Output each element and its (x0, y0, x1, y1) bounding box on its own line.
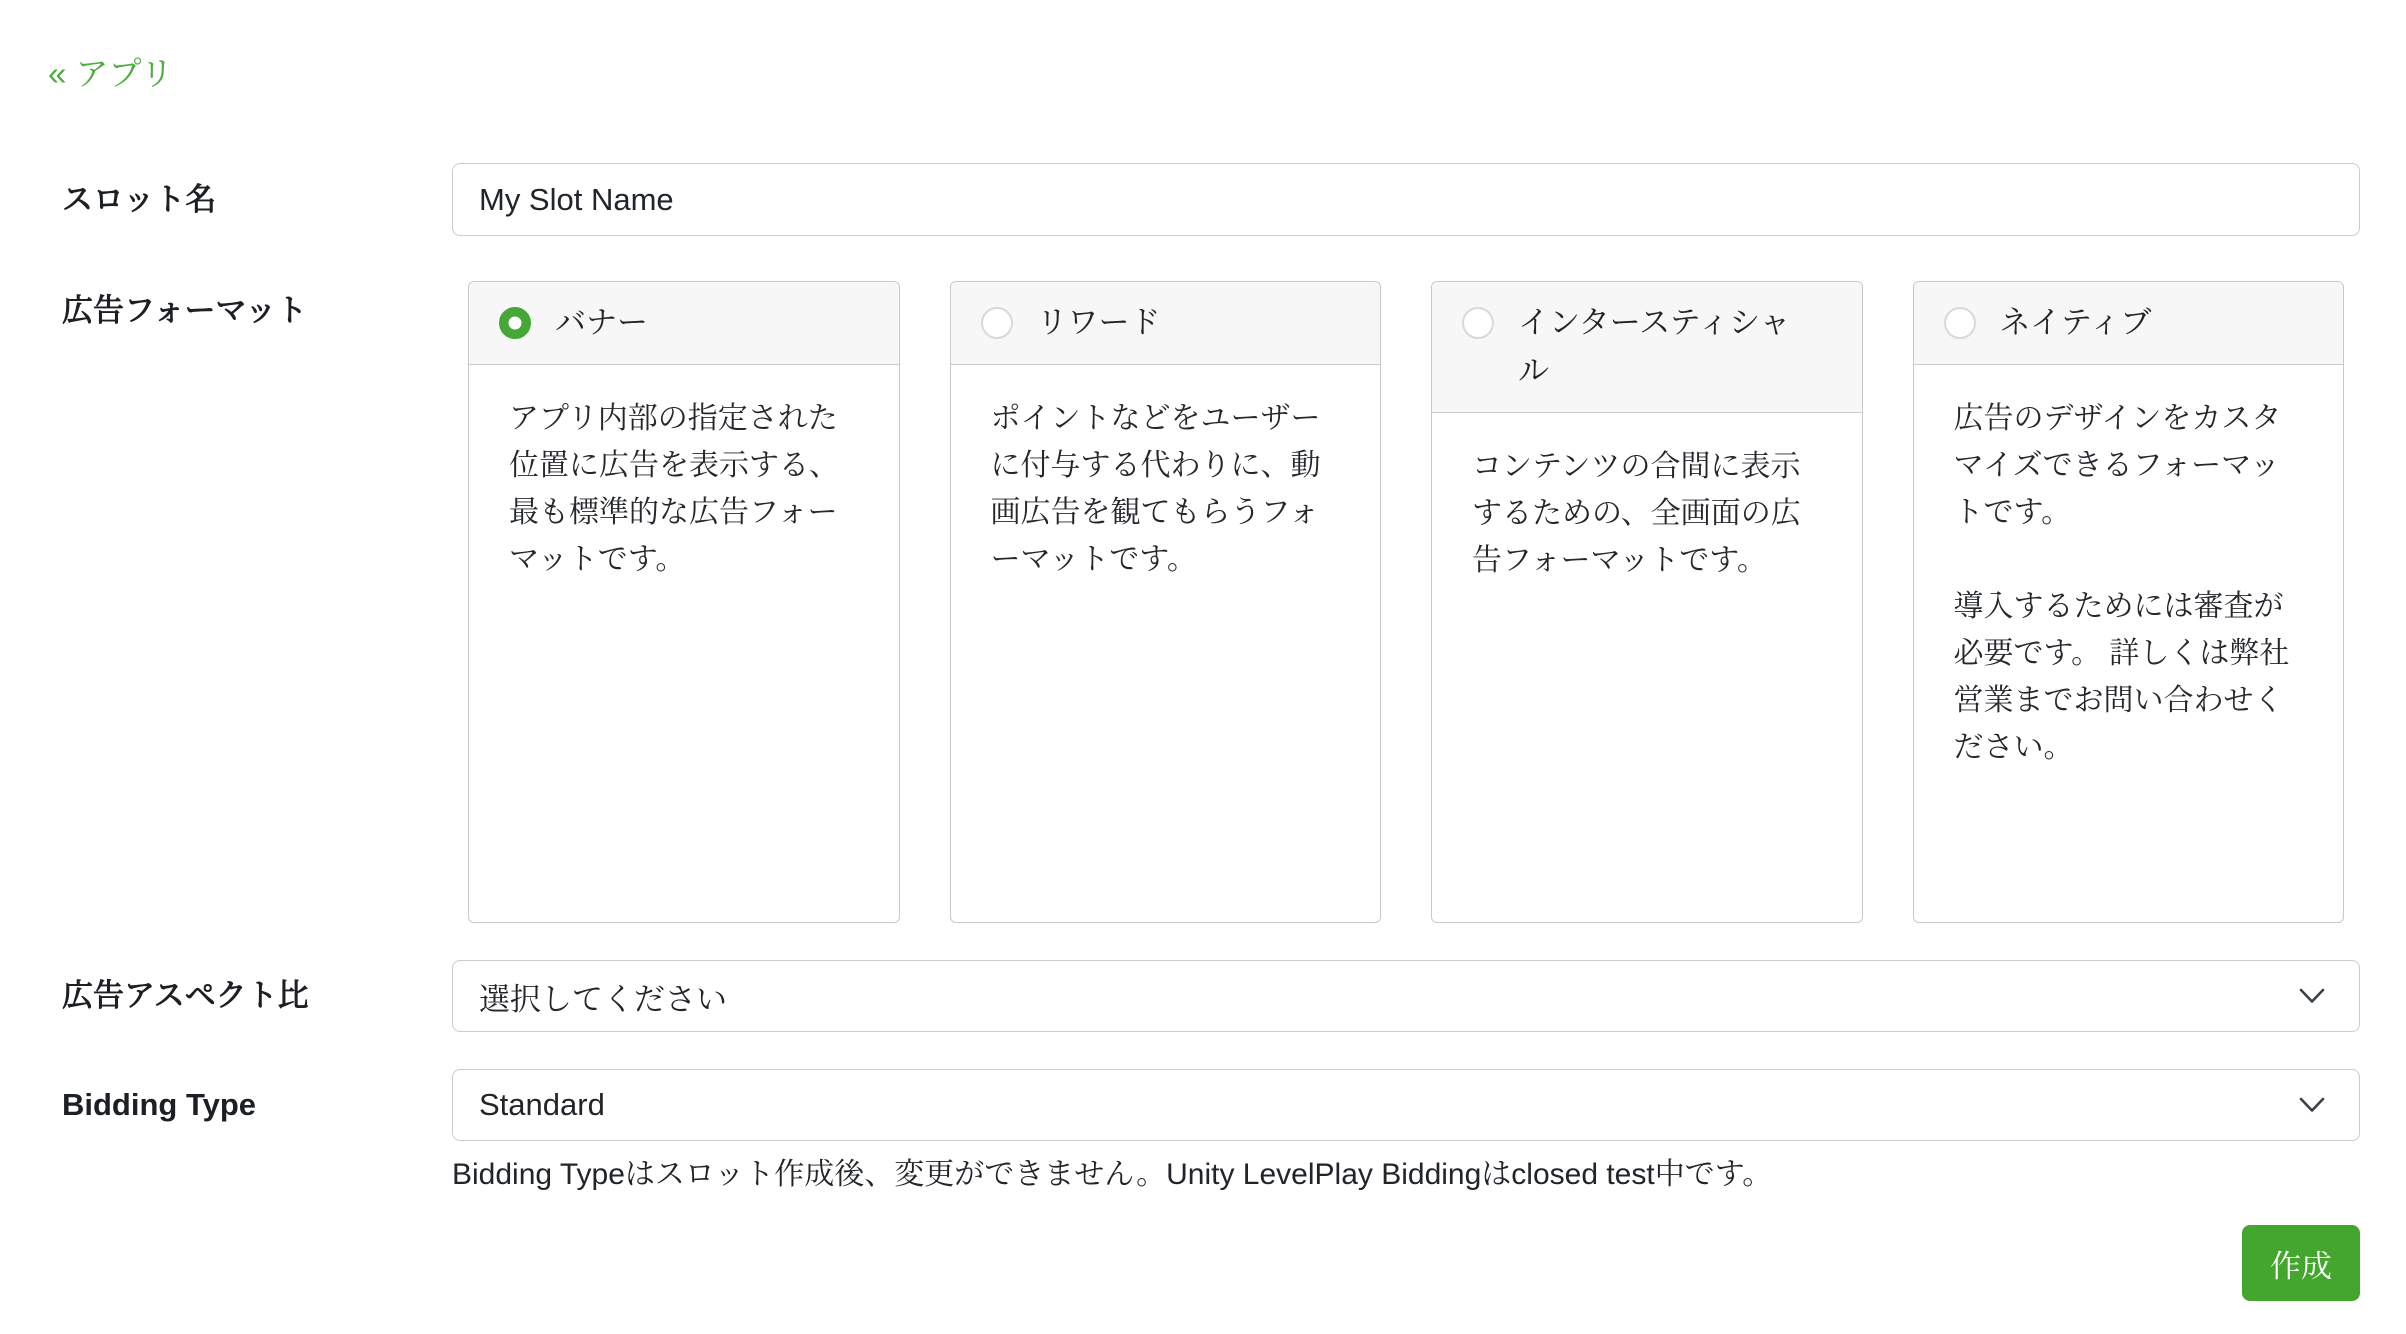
ad-format-card-native-header[interactable] (1914, 282, 2344, 365)
slot-name-label: スロット名 (62, 181, 217, 217)
ad-format-card-native-description: 広告のデザインをカスタマイズできるフォーマットです。 導入するためには審査が必要です。 詳しくは弊社営業までお問い合わせください。 (1953, 402, 2290, 764)
ad-format-card-banner-description: アプリ内部の指定された位置に広告を表示する、最も標準的な広告フォーマットです。 (509, 402, 839, 576)
bidding-type-selected-value: Standard (479, 1087, 605, 1122)
bidding-type-label: Bidding Type (62, 1087, 257, 1122)
ad-format-card-interstitial[interactable] (1431, 281, 1863, 923)
back-to-apps-link[interactable]: « アプリ (48, 55, 174, 92)
ad-format-row (48, 281, 2360, 923)
ad-format-card-reward-description: ポイントなどをユーザーに付与する代わりに、動画広告を観てもらうフォーマットです。 (990, 402, 1321, 576)
bidding-type-help-text: Bidding Typeはスロット作成後、変更ができません。Unity LevelPlay Biddingはclosed test中です。 (452, 1158, 1773, 1191)
ad-format-card-reward-title: リワード (1036, 305, 1161, 340)
slot-name-input[interactable] (452, 163, 2360, 236)
chevron-down-icon (2299, 988, 2325, 1004)
radio-button-interstitial[interactable] (1462, 307, 1494, 339)
ad-format-card-reward[interactable] (950, 281, 1382, 923)
chevron-down-icon (2299, 1097, 2325, 1113)
bidding-type-field (452, 1069, 2360, 1197)
aspect-ratio-selected-value: 選択してください (479, 981, 727, 1017)
ad-format-card-interstitial-header[interactable] (1432, 282, 1862, 413)
ad-format-card-banner-header[interactable] (469, 282, 899, 365)
ad-format-card-reward-header[interactable] (951, 282, 1381, 365)
ad-format-card-banner[interactable] (468, 281, 900, 923)
aspect-ratio-select[interactable] (452, 960, 2360, 1032)
ad-format-cards (468, 281, 2344, 923)
ad-format-card-interstitial-title: インタースティシャル (1518, 305, 1791, 388)
bidding-type-select[interactable] (452, 1069, 2360, 1141)
create-button[interactable]: 作成 (2242, 1225, 2360, 1301)
form-actions (48, 1225, 2360, 1301)
radio-button-banner[interactable] (499, 307, 531, 339)
ad-format-label: 広告フォーマット (62, 293, 308, 328)
radio-button-reward[interactable] (981, 307, 1013, 339)
aspect-ratio-label: 広告アスペクト比 (62, 978, 309, 1013)
ad-format-card-native[interactable] (1913, 281, 2345, 923)
ad-format-card-native-title: ネイティブ (1999, 305, 2152, 340)
aspect-ratio-row (48, 960, 2360, 1032)
radio-button-native[interactable] (1944, 307, 1976, 339)
bidding-type-row (48, 1069, 2360, 1197)
slot-name-row (48, 163, 2360, 236)
ad-format-card-interstitial-description: コンテンツの合間に表示するための、全画面の広告フォーマットです。 (1472, 450, 1801, 577)
ad-format-card-banner-title: バナー (555, 305, 648, 340)
